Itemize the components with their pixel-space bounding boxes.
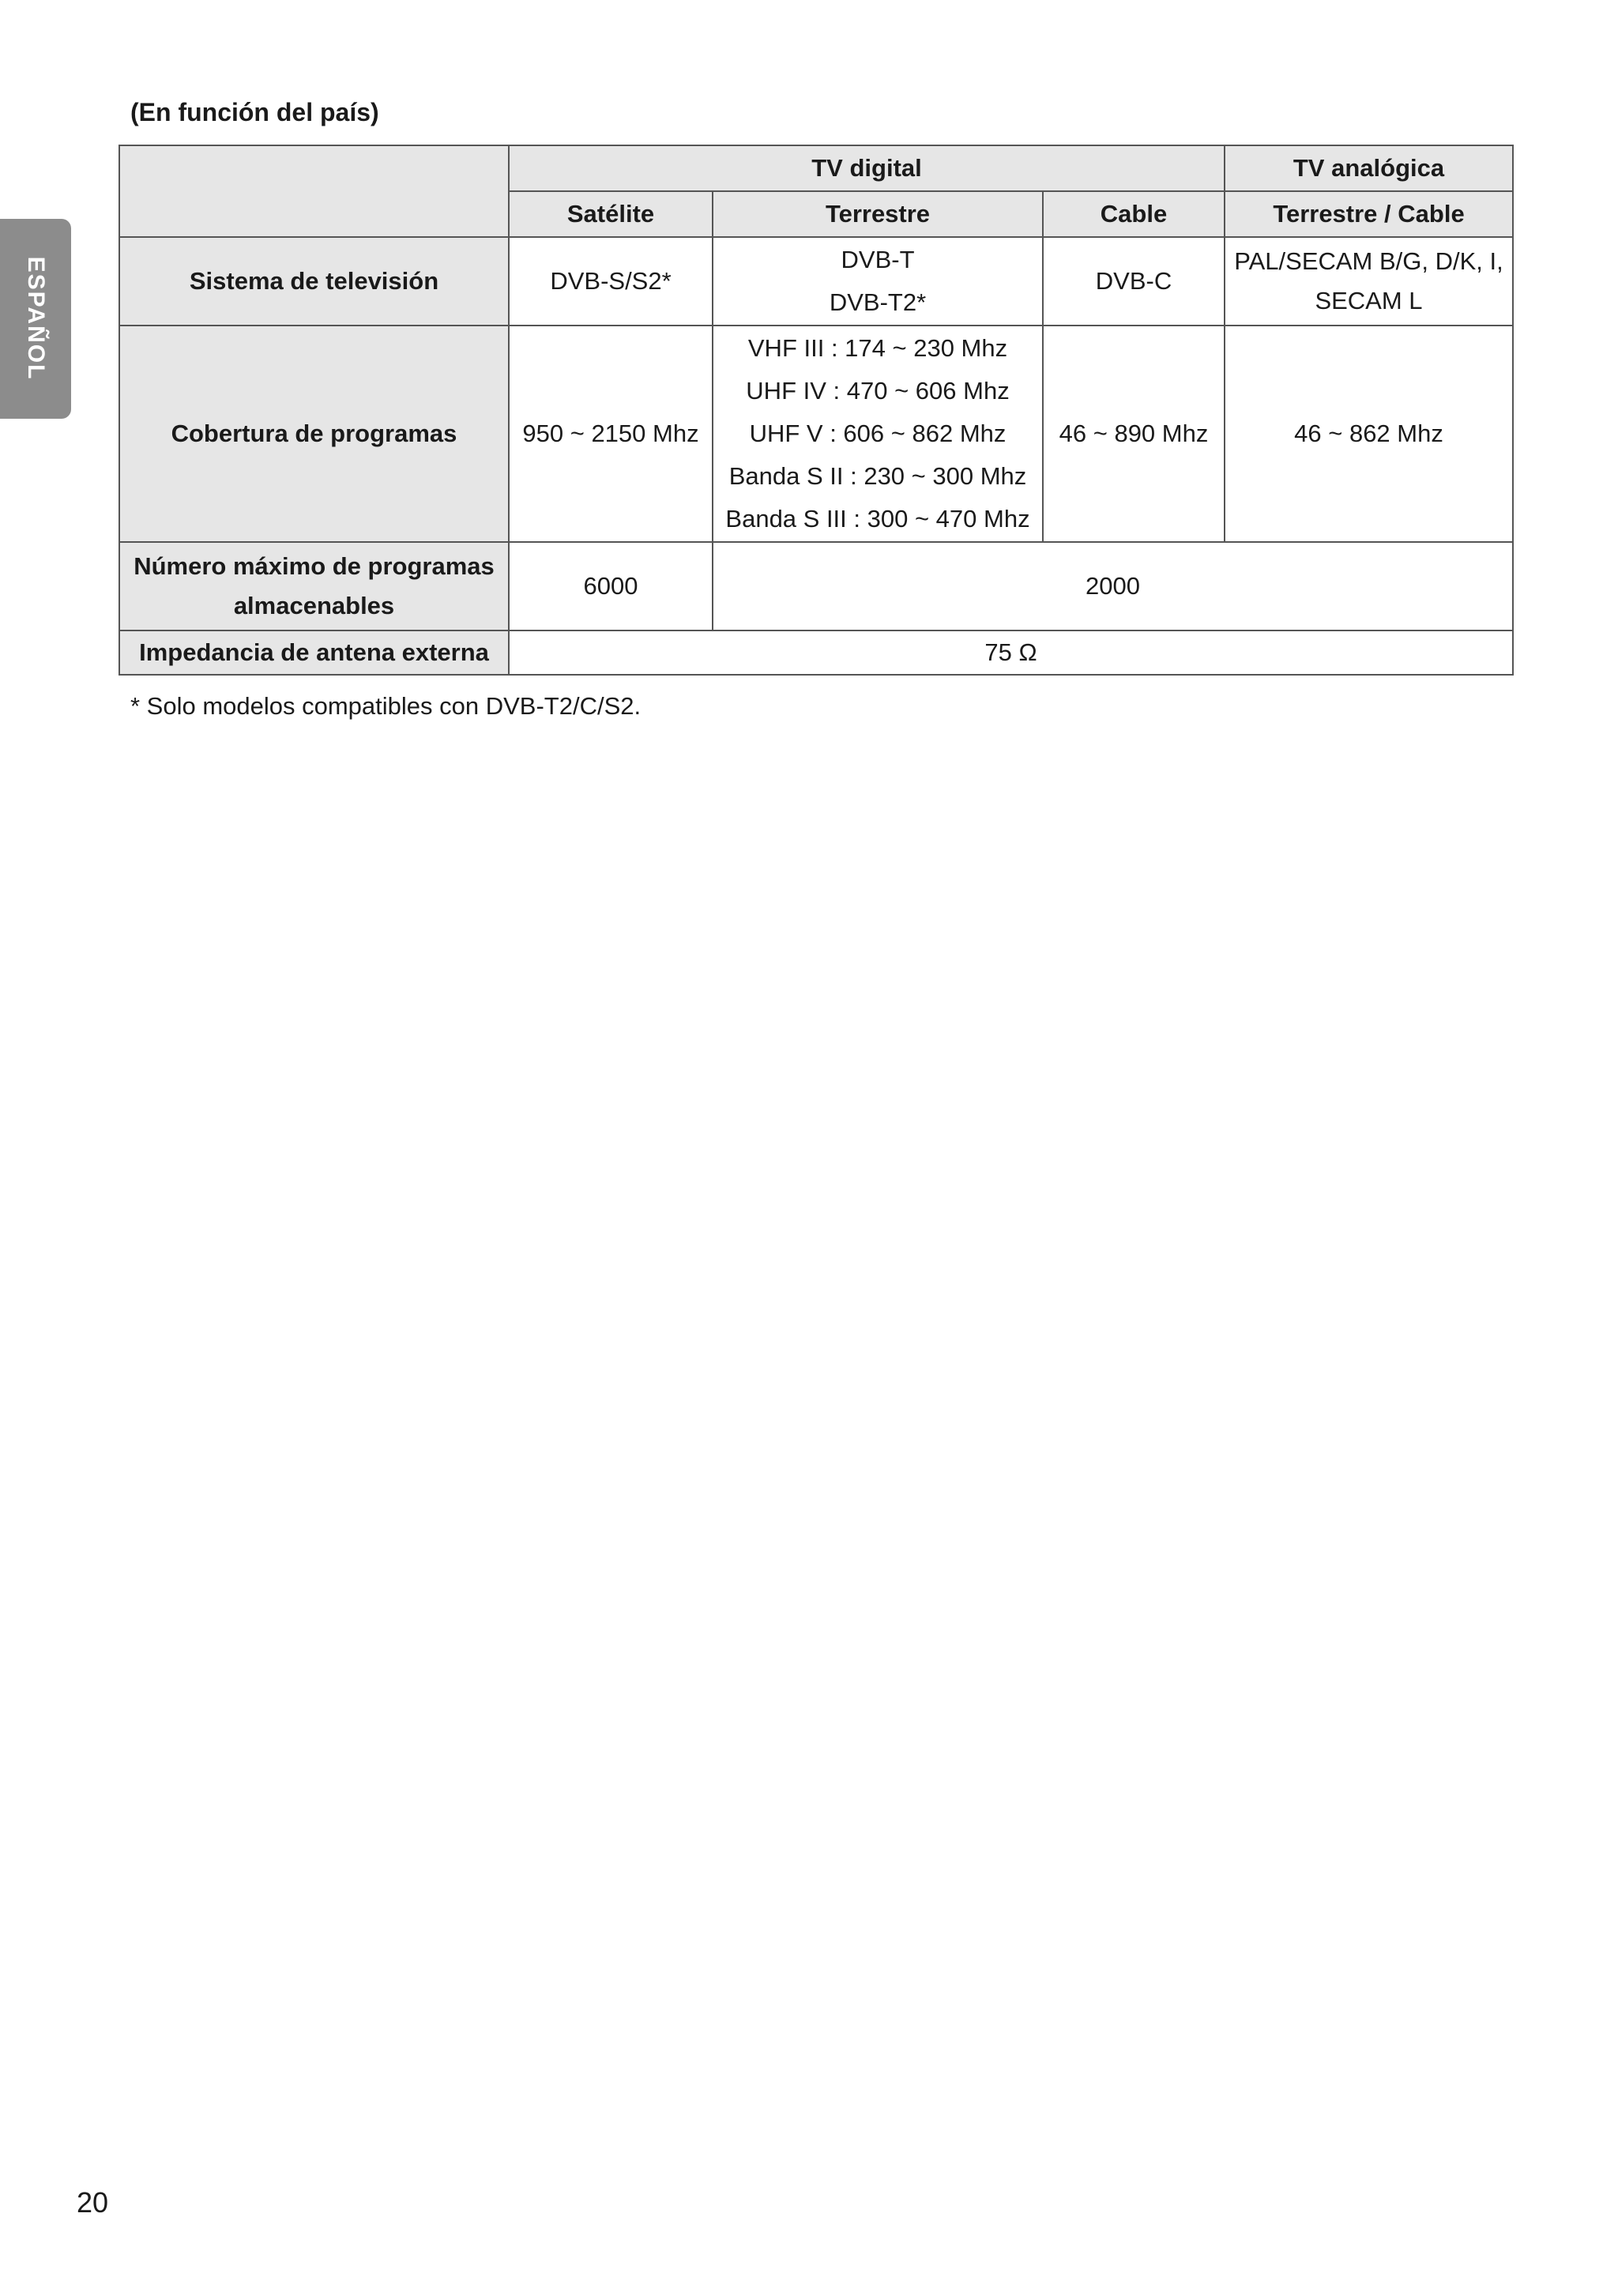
tv-system-cable: DVB-C: [1043, 237, 1225, 326]
max-programs-row: [119, 542, 1513, 630]
impedance-value: 75 Ω: [509, 630, 1513, 675]
tv-system-terrestrial-line: DVB-T2*: [829, 288, 927, 316]
coverage-band-line: VHF III : 174 ~ 230 Mhz: [747, 334, 1008, 362]
coverage-band-line: Banda S II : 230 ~ 300 Mhz: [728, 462, 1027, 490]
digital-tv-header: TV digital: [509, 145, 1225, 191]
language-side-tab: [0, 219, 71, 419]
tv-system-row: [119, 237, 1513, 326]
coverage-band-line: Banda S III : 300 ~ 470 Mhz: [725, 505, 1030, 533]
cable-header: Cable: [1043, 191, 1225, 237]
max-programs-label-line: Número máximo de programas: [134, 552, 495, 580]
terrestrial-header: Terrestre: [713, 191, 1043, 237]
satellite-header: Satélite: [509, 191, 713, 237]
max-programs-other: 2000: [713, 542, 1513, 630]
max-programs-label-line: almacenables: [233, 592, 395, 619]
tv-system-terrestrial-line: DVB-T: [841, 246, 915, 273]
page-number: 20: [77, 2186, 109, 2219]
coverage-band-line: UHF V : 606 ~ 862 Mhz: [749, 420, 1007, 447]
tv-system-analog: [1225, 237, 1513, 326]
coverage-terrestrial: [713, 326, 1043, 542]
empty-corner-cell: [119, 145, 509, 237]
tv-system-analog-line: PAL/SECAM B/G, D/K, I,: [1234, 247, 1503, 275]
max-programs-satellite: 6000: [509, 542, 713, 630]
coverage-label: Cobertura de programas: [119, 326, 509, 542]
coverage-band-line: UHF IV : 470 ~ 606 Mhz: [746, 377, 1010, 405]
coverage-satellite: 950 ~ 2150 Mhz: [509, 326, 713, 542]
analog-tv-header: TV analógica: [1225, 145, 1513, 191]
country-note: (En función del país): [130, 98, 379, 126]
impedance-label: Impedancia de antena externa: [119, 630, 509, 675]
coverage-analog: 46 ~ 862 Mhz: [1225, 326, 1513, 542]
max-programs-label: [119, 542, 509, 630]
impedance-row: [119, 630, 1513, 675]
tv-system-label: Sistema de televisión: [119, 237, 509, 326]
footnote: * Solo modelos compatibles con DVB-T2/C/S2.: [130, 692, 642, 720]
tv-system-terrestrial: [713, 237, 1043, 326]
spec-table: [119, 145, 1514, 676]
analog-terrestrial-cable-header: Terrestre / Cable: [1225, 191, 1513, 237]
tv-system-satellite: DVB-S/S2*: [509, 237, 713, 326]
tv-system-analog-line: SECAM L: [1315, 287, 1423, 314]
language-tab-label: ESPAÑOL: [23, 256, 49, 381]
coverage-cable: 46 ~ 890 Mhz: [1043, 326, 1225, 542]
group-header-row: [119, 145, 1513, 191]
coverage-row: [119, 326, 1513, 542]
